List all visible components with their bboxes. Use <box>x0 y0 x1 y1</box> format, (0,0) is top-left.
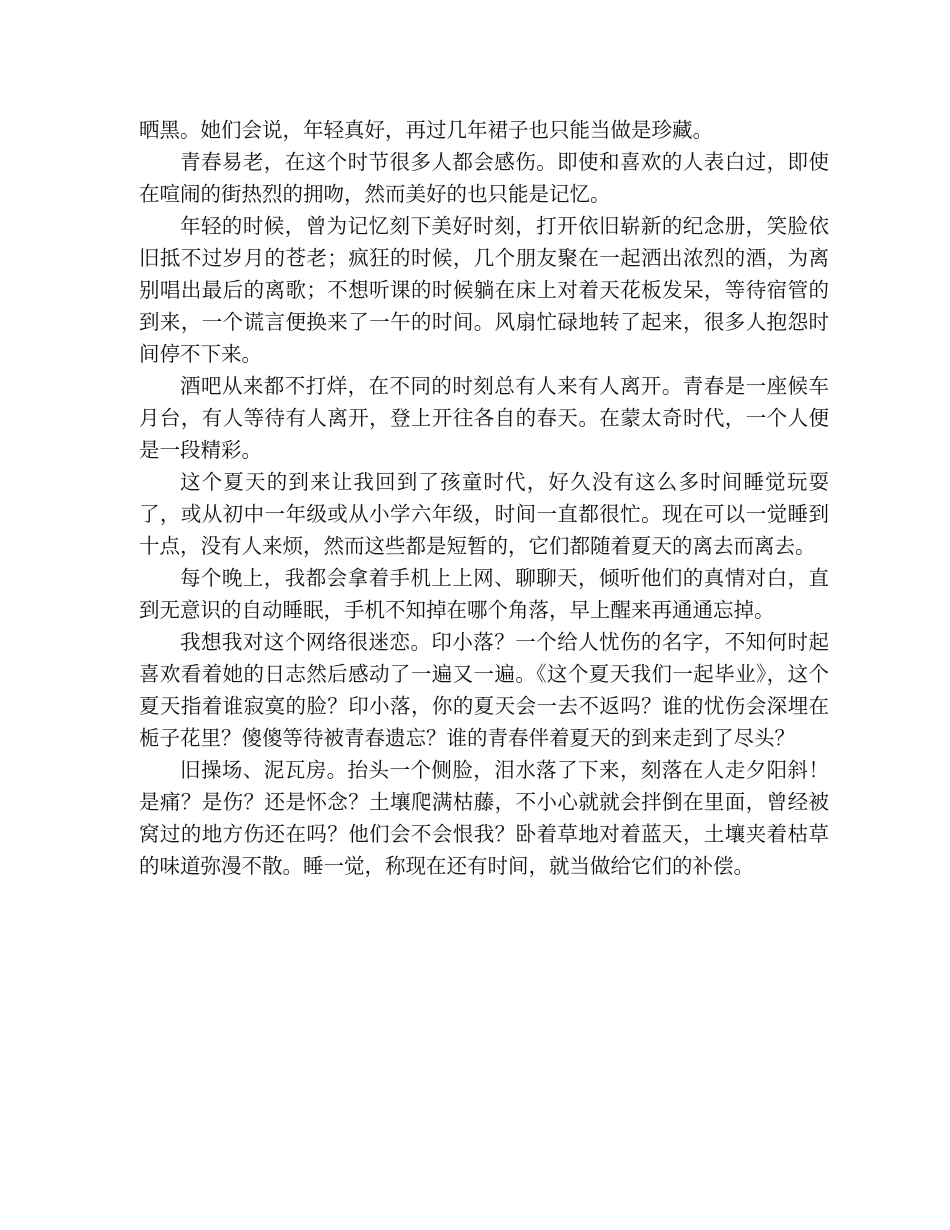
paragraph-5: 这个夏天的到来让我回到了孩童时代，好久没有这么多时间睡觉玩耍了，或从初中一年级或从小学六年级，时间一直都很忙。现在可以一觉睡到十点，没有人来烦，然而这些都是短暂的，它们都随着夏天的离去而离去。 <box>139 470 829 558</box>
paragraph-8: 旧操场、泥瓦房。抬头一个侧脸，泪水落了下来，刻落在人走夕阳斜！是痛？是伤？还是怀念？土壤爬满枯藤，不小心就就会拌倒在里面，曾经被窝过的地方伤还在吗？他们会不会恨我？卧着草地对着蓝天，土壤夹着枯草的味道弥漫不散。睡一觉，称现在还有时间，就当做给它们的补偿。 <box>139 758 829 878</box>
paragraph-3: 年轻的时候，曾为记忆刻下美好时刻，打开依旧崭新的纪念册，笑脸依旧抵不过岁月的苍老；疯狂的时候，几个朋友聚在一起洒出浓烈的酒，为离别唱出最后的离歌；不想听课的时候躺在床上对着天花板发呆，等待宿管的到来，一个谎言便换来了一午的时间。风扇忙碌地转了起来，很多人抱怨时间停不下来。 <box>139 214 829 366</box>
paragraph-4: 酒吧从来都不打烊，在不同的时刻总有人来有人离开。青春是一座候车月台，有人等待有人离开，登上开往各自的春天。在蒙太奇时代，一个人便是一段精彩。 <box>139 374 829 462</box>
paragraph-1: 晒黑。她们会说，年轻真好，再过几年裙子也只能当做是珍藏。 <box>139 118 713 142</box>
article-body <box>139 114 829 882</box>
paragraph-2: 青春易老，在这个时节很多人都会感伤。即使和喜欢的人表白过，即使在喧闹的街热烈的拥吻，然而美好的也只能是记忆。 <box>139 150 829 206</box>
paragraph-6: 每个晚上，我都会拿着手机上上网、聊聊天，倾听他们的真情对白，直到无意识的自动睡眠，手机不知掉在哪个角落，早上醒来再通通忘掉。 <box>139 566 829 622</box>
paragraph-7: 我想我对这个网络很迷恋。印小落？一个给人忧伤的名字，不知何时起喜欢看着她的日志然后感动了一遍又一遍。《这个夏天我们一起毕业》，这个夏天指着谁寂寞的脸？印小落，你的夏天会一去不返吗？谁的忧伤会深埋在栀子花里？傻傻等待被青春遗忘？谁的青春伴着夏天的到来走到了尽头？ <box>139 630 829 750</box>
